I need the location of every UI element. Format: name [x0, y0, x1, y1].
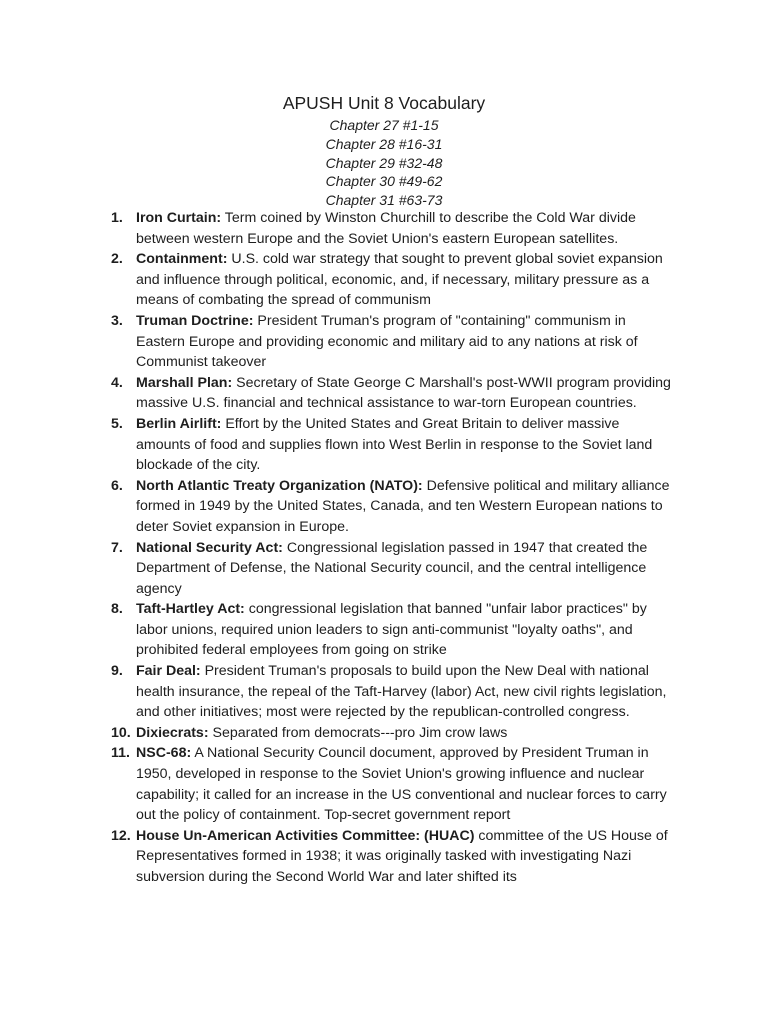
chapter-line: Chapter 29 #32-48: [325, 154, 443, 171]
chapter-line: Chapter 28 #16-31: [325, 135, 443, 152]
chapter-line: Chapter 31 #63-73: [325, 192, 443, 209]
vocab-term: [0, 311, 768, 373]
vocab-term: [0, 208, 768, 249]
vocab-term: [0, 599, 768, 661]
term-name: Truman Doctrine:: [136, 312, 254, 329]
vocab-term: [0, 476, 768, 538]
term-definition: Defensive political and military alliance formed in 1949 by the United States, Canada, and ten Western European nations to deter Soviet expansion in Europe.: [136, 477, 670, 535]
vocab-term: [0, 743, 768, 825]
vocab-term: [0, 661, 768, 723]
vocab-term: [0, 414, 768, 476]
term-definition: Secretary of State George C Marshall's post-WWII program providing massive U.S. financial and technical assistance to war-torn European countries.: [136, 374, 671, 412]
chapter-list: [0, 116, 768, 210]
vocab-term: [0, 373, 768, 414]
vocab-term: [0, 826, 768, 888]
term-number: 2.: [111, 251, 123, 268]
term-number: 7.: [111, 539, 123, 556]
vocab-term: [0, 538, 768, 600]
term-name: Taft-Hartley Act:: [136, 601, 245, 618]
term-definition: President Truman's program of "containing" communism in Eastern Europe and providing economic and military aid to any nations at risk of Communist takeover: [136, 312, 638, 371]
term-definition: President Truman's proposals to build upon the New Deal with national health insurance, the repeal of the Taft-Harvey (labor) Act, new civil rights legislation, and other initiatives; most were rejected by the republican-controlled congress.: [136, 663, 667, 721]
term-name: Dixiecrats:: [136, 724, 209, 741]
term-name: North Atlantic Treaty Organization (NATO):: [136, 477, 423, 494]
term-name: NSC-68:: [136, 745, 192, 762]
chapter-line: Chapter 30 #49-62: [325, 173, 443, 190]
term-name: Berlin Airlift:: [136, 415, 222, 432]
chapter-line: Chapter 27 #1-15: [329, 117, 439, 133]
term-number: 3.: [111, 312, 123, 329]
vocabulary-list: [0, 208, 768, 888]
term-definition: Separated from democrats---pro Jim crow laws: [208, 724, 508, 741]
page-title: APUSH Unit 8 Vocabulary: [282, 93, 486, 113]
term-definition: Effort by the United States and Great Britain to deliver massive amounts of food and supplies flown into West Berlin in response to the Soviet land blockade of the city.: [136, 415, 653, 474]
term-definition: committee of the US House of Representatives formed in 1938; it was originally tasked with investigating Nazi subversion during the Second World War and later shifted its: [136, 827, 668, 885]
term-number: 1.: [111, 210, 123, 226]
term-name: Containment:: [136, 251, 228, 268]
term-number: 9.: [111, 663, 123, 680]
vocab-term: [0, 723, 768, 744]
term-name: Marshall Plan:: [136, 374, 233, 391]
term-name: National Security Act:: [136, 539, 283, 556]
term-number: 8.: [111, 601, 123, 618]
term-number: 12.: [111, 827, 131, 844]
term-number: 10.: [111, 724, 131, 741]
term-definition: congressional legislation that banned "unfair labor practices" by labor unions, required union leaders to sign anti-communist "loyalty oaths", and prohibited federal employees from going on strike: [136, 601, 647, 659]
term-definition: Term coined by Winston Churchill to describe the Cold War divide between western Europe and the Soviet Union's eastern European satellites.: [136, 210, 636, 247]
term-number: 4.: [111, 374, 123, 391]
vocab-term: [0, 249, 768, 311]
term-name: House Un-American Activities Committee: (HUAC): [136, 827, 475, 844]
term-name: Fair Deal:: [136, 663, 201, 680]
term-name: Iron Curtain:: [136, 210, 222, 226]
term-number: 11.: [111, 745, 130, 762]
term-number: 6.: [111, 477, 123, 494]
term-definition: U.S. cold war strategy that sought to prevent global soviet expansion and influence through political, economic, and, if necessary, military pressure as a means of combating the spread of communism: [136, 251, 663, 309]
term-definition: A National Security Council document, approved by President Truman in 1950, developed in response to the Soviet Union's growing influence and nuclear capability; it called for an increase in the US conventional and nuclear forces to carry out the policy of containment. Top-secret government report: [136, 745, 667, 824]
term-definition: Congressional legislation passed in 1947 that created the Department of Defense, the National Security council, and the central intelligence agency: [136, 539, 648, 597]
term-number: 5.: [111, 415, 123, 432]
